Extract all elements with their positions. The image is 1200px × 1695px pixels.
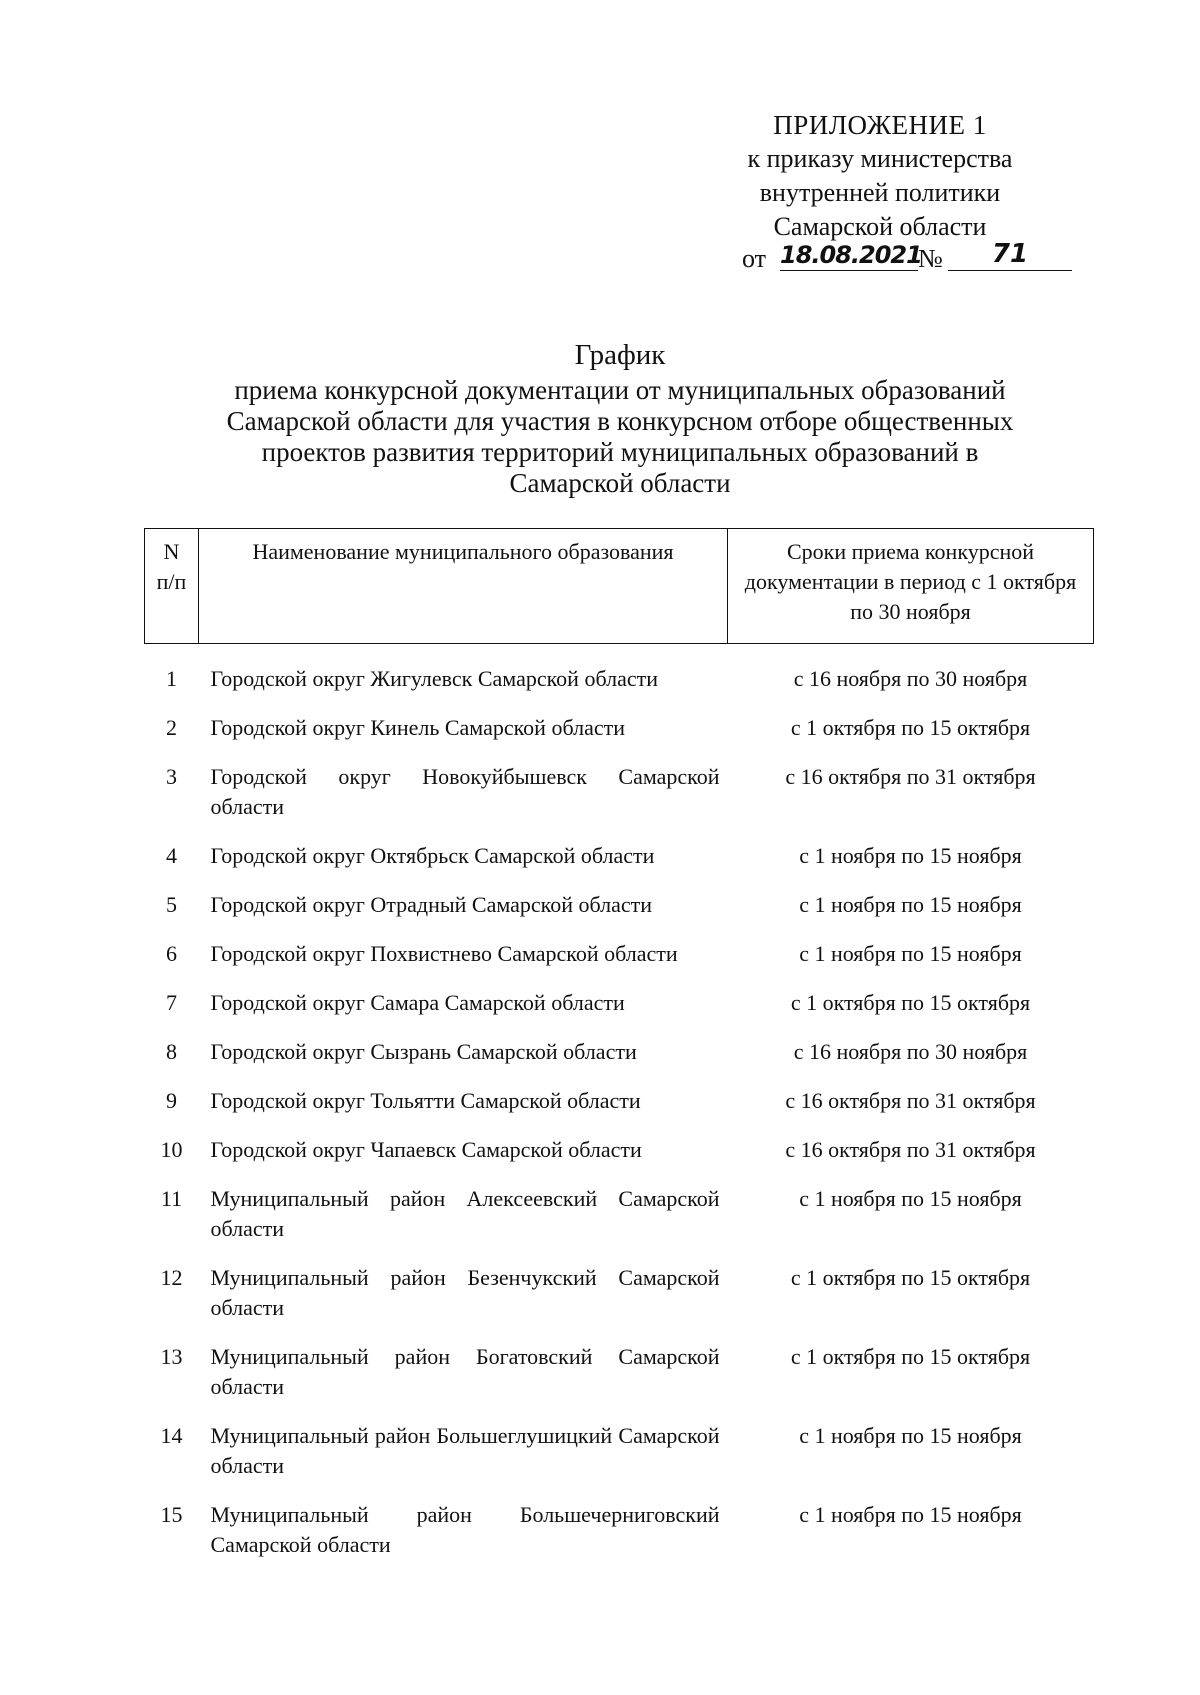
- row-number: 5: [166, 892, 177, 917]
- row-municipality: Муниципальный район Алексеевский Самарской области: [210, 1186, 720, 1241]
- row-municipality: Муниципальный район Богатовский Самарской области: [210, 1344, 720, 1399]
- row-number: 12: [160, 1265, 183, 1290]
- table-row: [145, 1086, 1094, 1135]
- table-body: [145, 644, 1094, 1580]
- appendix-block: [700, 108, 1060, 244]
- table-row: [145, 939, 1094, 988]
- row-municipality: Городской округ Похвистнево Самарской области: [210, 941, 678, 966]
- title-word: График: [574, 339, 666, 371]
- number-label: №: [918, 244, 943, 273]
- table-row: [145, 1184, 1094, 1263]
- order-date-handwritten: 18.08.2021: [780, 241, 922, 269]
- appendix-line-3: Самарской области: [773, 212, 987, 241]
- document-title: [200, 340, 1040, 499]
- row-number: 10: [160, 1137, 183, 1162]
- title-text: приема конкурсной документации от муниципальных образований Самарской области для участия в конкурсном отборе общественных проектов развития территорий муниципальных образований в Самарской области: [226, 375, 1014, 498]
- from-label: от: [742, 244, 767, 273]
- appendix-line-1: к приказу министерства: [747, 144, 1013, 173]
- table-row: [145, 988, 1094, 1037]
- row-number: 14: [160, 1423, 183, 1448]
- row-municipality: Городской округ Отрадный Самарской области: [210, 892, 653, 917]
- table-row: [145, 713, 1094, 762]
- row-number: 11: [160, 1186, 183, 1211]
- table-row: [145, 1421, 1094, 1500]
- row-number: 2: [166, 715, 177, 740]
- row-period: с 1 ноября по 15 ноября: [799, 892, 1022, 917]
- table-header-row: [145, 529, 1094, 644]
- row-period: с 16 октября по 31 октября: [785, 1088, 1036, 1113]
- row-number: 7: [166, 990, 177, 1015]
- order-reference: [742, 240, 1072, 276]
- row-number: 15: [160, 1502, 183, 1527]
- row-municipality: Городской округ Чапаевск Самарской области: [210, 1137, 642, 1162]
- row-period: с 1 октября по 15 октября: [790, 990, 1031, 1015]
- row-number: 1: [166, 666, 177, 691]
- schedule-table: [144, 528, 1094, 1579]
- table-row: [145, 1037, 1094, 1086]
- row-number: 8: [166, 1039, 177, 1064]
- row-municipality: Городской округ Самара Самарской области: [210, 990, 625, 1015]
- row-number: 3: [166, 764, 177, 789]
- row-period: с 1 октября по 15 октября: [790, 715, 1031, 740]
- header-num: N п/п: [145, 529, 199, 644]
- row-municipality: Городской округ Тольятти Самарской области: [210, 1088, 641, 1113]
- row-period: с 1 октября по 15 октября: [790, 1265, 1031, 1290]
- table-row: [145, 1342, 1094, 1421]
- row-period: с 16 октября по 31 октября: [785, 764, 1036, 789]
- row-municipality: Муниципальный район Безенчукский Самарской области: [210, 1265, 720, 1320]
- table-row: [145, 890, 1094, 939]
- appendix-line-2: внутренней политики: [759, 178, 1001, 207]
- row-period: с 1 ноября по 15 ноября: [799, 1423, 1022, 1448]
- row-period: с 16 октября по 31 октября: [785, 1137, 1036, 1162]
- row-number: 13: [160, 1344, 183, 1369]
- table-row: [145, 841, 1094, 890]
- row-period: с 1 ноября по 15 ноября: [799, 1502, 1022, 1527]
- appendix-title: ПРИЛОЖЕНИЕ 1: [773, 110, 987, 140]
- table-row: [145, 1135, 1094, 1184]
- row-municipality: Муниципальный район Большеглушицкий Самарской области: [210, 1423, 720, 1478]
- row-municipality: Городской округ Новокуйбышевск Самарской области: [210, 764, 720, 819]
- row-period: с 1 ноября по 15 ноября: [799, 843, 1022, 868]
- table-row: [145, 1263, 1094, 1342]
- table-row: [145, 762, 1094, 841]
- row-municipality: Городской округ Кинель Самарской области: [210, 715, 625, 740]
- order-number-handwritten: 71: [948, 240, 1072, 271]
- header-period: Сроки приема конкурсной документации в период с 1 октября по 30 ноября: [728, 529, 1094, 644]
- row-period: с 16 ноября по 30 ноября: [793, 1039, 1028, 1064]
- row-number: 9: [166, 1088, 177, 1113]
- row-municipality: Городской округ Жигулевск Самарской области: [210, 666, 658, 691]
- row-municipality: Муниципальный район Большечерниговский Самарской области: [210, 1502, 720, 1557]
- row-period: с 1 ноября по 15 ноября: [799, 1186, 1022, 1211]
- table-row: [145, 644, 1094, 714]
- row-municipality: Городской округ Сызрань Самарской области: [210, 1039, 637, 1064]
- row-period: с 16 ноября по 30 ноября: [793, 666, 1028, 691]
- row-number: 4: [166, 843, 177, 868]
- row-period: с 1 октября по 15 октября: [790, 1344, 1031, 1369]
- row-number: 6: [166, 941, 177, 966]
- table-row: [145, 1500, 1094, 1579]
- header-name: Наименование муниципального образования: [199, 529, 728, 644]
- row-municipality: Городской округ Октябрьск Самарской области: [210, 843, 655, 868]
- row-period: с 1 ноября по 15 ноября: [799, 941, 1022, 966]
